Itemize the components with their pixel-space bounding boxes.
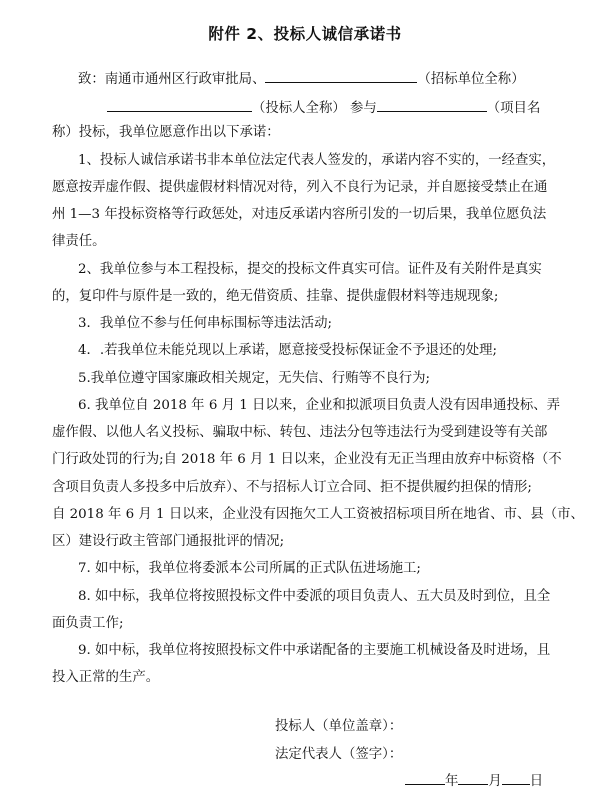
day-blank: [502, 771, 530, 785]
addressee-line: [78, 69, 525, 88]
date-line: [405, 770, 543, 789]
month-blank: [458, 771, 488, 785]
clause-5-line: 5.我单位遵守国家廉政相关规定，无失信、行贿等不良行为;: [78, 371, 431, 386]
addressee-text: 致：南通市通州区行政审批局、: [78, 72, 266, 87]
clause-3-line: 3．我单位不参与任何串标围标等违法活动;: [78, 316, 333, 331]
bidder-name-hint: （投标人全称） 参与: [252, 101, 377, 116]
clause-6-line: 门行政处罚的行为;自 2018 年 6 月 1 日以来，企业没有无正当理由放弃中标资格（不: [52, 452, 562, 467]
year-blank: [405, 771, 445, 785]
clause-6-line: 含项目负责人多投多中后放弃）、不与招标人订立合同、拒不提供履约担保的情形;: [52, 480, 532, 495]
clause-6-line: 虚作假、以他人名义投标、骗取中标、转包、违法分包等违法行为受到建设等有关部: [52, 425, 548, 440]
intro-line: 称）投标，我单位愿意作出以下承诺：: [52, 125, 280, 140]
clause-1-line: 州 1—3 年投标资格等行政惩处，对违反承诺内容所引发的一切后果，我单位愿负法: [52, 207, 547, 222]
month-label: 月: [488, 774, 502, 789]
legal-rep-signature-label: 法定代表人（签字）：: [275, 747, 403, 762]
document-title: 附件 2、投标人诚信承诺书: [208, 25, 402, 43]
year-label: 年: [445, 774, 459, 789]
bidder-name-blank: [107, 98, 252, 112]
tenderer-name-blank: [265, 69, 417, 83]
clause-1-line: 律责任。: [52, 234, 106, 249]
clause-9-line: 投入正常的生产。: [52, 670, 160, 685]
clause-9-line: 9. 如中标，我单位将按照投标文件中承诺配备的主要施工机械设备及时进场，且: [78, 643, 551, 658]
bidder-project-line: [107, 98, 540, 117]
project-name-blank: [377, 98, 487, 112]
clause-1-line: 愿意按弄虚作假、提供虚假材料情况对待，列入不良行为记录，并自愿接受禁止在通: [52, 180, 548, 195]
clause-6-line: 6. 我单位自 2018 年 6 月 1 日以来，企业和拟派项目负责人没有因串通投标、弄: [78, 398, 561, 413]
clause-4-line: 4．.若我单位未能兑现以上承诺，愿意接受投标保证金不予退还的处理;: [78, 343, 498, 358]
tenderer-name-hint: （招标单位全称）: [417, 72, 525, 87]
bidder-seal-label: 投标人（单位盖章）：: [275, 719, 403, 734]
day-label: 日: [529, 774, 544, 789]
clause-2-line: 的，复印件与原件是一致的，绝无借资质、挂靠、提供虚假材料等违规现象;: [52, 289, 499, 304]
clause-7-line: 7. 如中标，我单位将委派本公司所属的正式队伍进场施工;: [78, 561, 421, 576]
project-name-hint: （项目名: [486, 101, 541, 116]
clause-6-line: 区）建设行政主管部门通报批评的情况;: [52, 534, 285, 549]
clause-8-line: 8. 如中标，我单位将按照投标文件中委派的项目负责人、五大员及时到位，且全: [78, 589, 551, 604]
clause-2-line: 2、我单位参与本工程投标，提交的投标文件真实可信。证件及有关附件是真实: [78, 262, 542, 277]
clause-8-line: 面负责工作;: [52, 616, 124, 631]
clause-1-line: 1、投标人诚信承诺书非本单位法定代表人签发的，承诺内容不实的，一经查实，: [78, 153, 556, 168]
clause-6-line: 自 2018 年 6 月 1 日以来，企业没有因拖欠工人工资被招标项目所在地省、市、县（市、: [52, 507, 584, 522]
